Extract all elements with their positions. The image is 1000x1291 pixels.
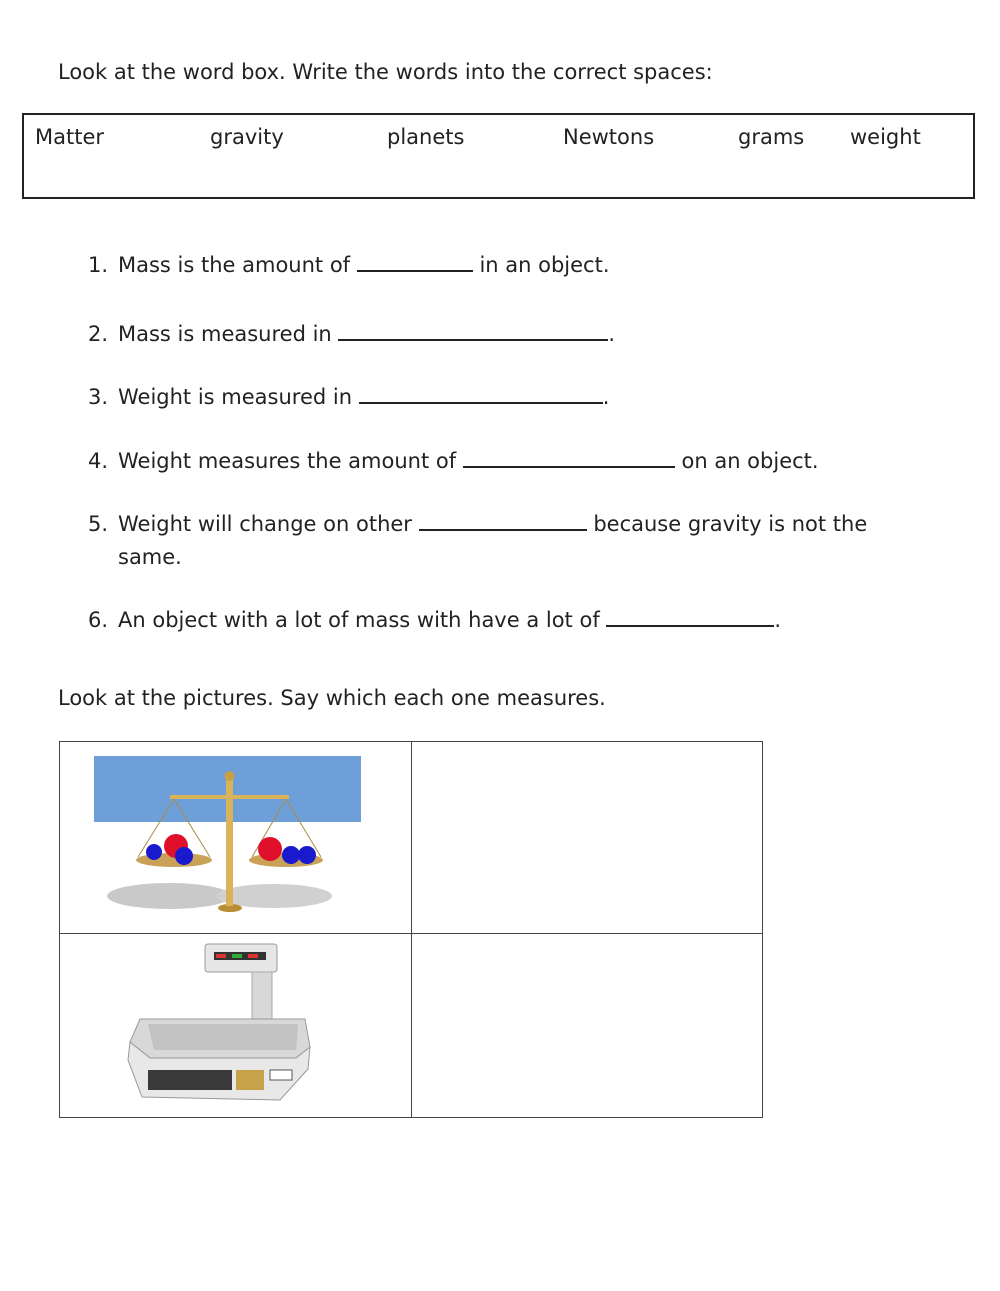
word-box-item[interactable]: planets: [387, 125, 465, 149]
answer-blank[interactable]: [419, 509, 587, 531]
answer-blank[interactable]: [338, 319, 608, 341]
word-box-item[interactable]: Matter: [35, 125, 105, 149]
question-text: Mass is measured in: [118, 322, 332, 346]
question-text: .: [774, 608, 782, 632]
question-text: Weight will change on other: [118, 512, 412, 536]
question-number: 2.: [88, 322, 109, 346]
answer-blank[interactable]: [463, 446, 675, 468]
answer-blank[interactable]: [606, 605, 774, 627]
question-number: 6.: [88, 608, 109, 632]
question-number: 4.: [88, 449, 109, 473]
answer-cell[interactable]: [412, 742, 763, 933]
question-number: 3.: [88, 385, 109, 409]
picture-cell: [94, 756, 362, 919]
word-box-item[interactable]: gravity: [210, 125, 284, 149]
picture-cell: [120, 942, 320, 1107]
picture-table: [59, 741, 763, 1118]
question-text: Weight is measured in: [118, 385, 353, 409]
question-text: Mass is the amount of: [118, 253, 351, 277]
digital-weighing-scale-icon: [120, 942, 320, 1107]
question-text: on an object.: [681, 449, 819, 473]
answer-cell[interactable]: [412, 934, 763, 1118]
balance-scale-icon: [94, 756, 362, 919]
word-box-item[interactable]: Newtons: [563, 125, 655, 149]
word-box: [22, 113, 975, 199]
word-box-item[interactable]: grams: [738, 125, 805, 149]
question-text: .: [608, 322, 616, 346]
question-text: in an object.: [479, 253, 610, 277]
answer-blank[interactable]: [357, 250, 473, 272]
word-box-item[interactable]: weight: [850, 125, 921, 149]
pictures-instruction: Look at the pictures. Say which each one measures.: [58, 686, 606, 710]
word-box-instruction: Look at the word box. Write the words into the correct spaces:: [58, 60, 713, 84]
question-number: 1.: [88, 253, 109, 277]
answer-blank[interactable]: [359, 382, 603, 404]
question-number: 5.: [88, 512, 109, 536]
question-text: .: [602, 385, 610, 409]
question-text: An object with a lot of mass with have a lot of: [118, 608, 600, 632]
question-text: Weight measures the amount of: [118, 449, 457, 473]
question-text: because gravity is not the same.: [118, 512, 868, 569]
